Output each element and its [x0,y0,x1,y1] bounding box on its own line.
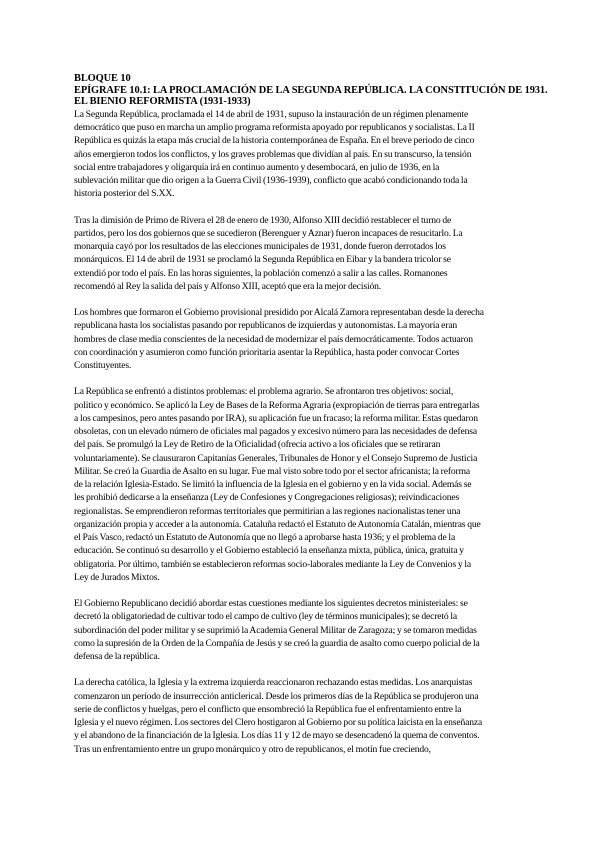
paragraph-line: República es quizás la etapa más crucial de la historia contemporánea de España. En el breve periodo de cinco [74,135,475,147]
paragraph-line: monárquicos. El 14 de abril de 1931 se proclamó la Segunda República en Eibar y la bandera tricolor se [74,254,451,266]
paragraph-gap [74,293,530,306]
paragraph-line: recomendó al Rey la salida del país y Alfonso XIII, aceptó que era la mejor decisión. [74,280,382,292]
paragraph-line: voluntariamente). Se clausuraron Capitanías Generales, Tribunales de Honor y el Consejo Supremo de Justicia [74,452,478,464]
paragraph-line: Militar. Se creó la Guardia de Asalto en su lugar. Fue mal visto sobre todo por el sector africanista; la reforma [74,465,470,477]
paragraph-line: regionalistas. Se emprendieron reformas territoriales que permitirían a las regiones nacionalistas tener una [74,505,461,517]
paragraph-line: organización propia y acceder a la autonomía. Cataluña redactó el Estatuto de Autonomía Catalán, mientras que [74,518,481,530]
paragraph-line: obsoletas, con un elevado número de oficiales mal pagados y excesivo número para las necesidades de defensa [74,426,477,438]
paragraph-line: Los hombres que formaron el Gobierno provisional presidido por Alcalá Zamora representaban desde la derecha [74,307,484,319]
paragraph-line: y el abandono de la financiación de la Iglesia. Los días 11 y 12 de mayo se desencadenó la quema de conventos. [74,730,480,742]
paragraph-line: Iglesia y el nuevo régimen. Los sectores del Clero hostigaron al Gobierno por su política laicista en la enseñanza [74,717,483,729]
paragraph-line: monarquía cayó por los resultados de las elecciones municipales de 1931, donde fueron derrotados los [74,241,446,253]
paragraph-line: La Segunda República, proclamada el 14 de abril de 1931, supuso la instauración de un régimen plenamente [74,108,469,120]
paragraph-line: subordinación del poder militar y se suprimió la Academia General Militar de Zaragoza; y se tomaron medidas [74,624,477,636]
paragraph-line: a los campesinos, pero antes pasando por IRA), su aplicación fue un fracaso; la reforma militar. Estas quedaron [74,412,478,424]
document-body [74,108,530,756]
paragraph-line: serie de conflictos y huelgas, pero el conflicto que ensombreció la República fue el enfrentamiento entre la [74,703,462,715]
paragraph [74,385,530,584]
paragraph-line: Tras la dimisión de Primo de Rivera el 28 de enero de 1930, Alfonso XIII decidió restablecer el turno de [74,214,452,226]
paragraph-line: de la relación Iglesia-Estado. Se limitó la influencia de la Iglesia en el gobierno y en la vida social. Además se [74,479,472,491]
paragraph-line: como la supresión de la Orden de la Compañía de Jesús y se creó la guardia de asalto como cuerpo policial de la [74,637,480,649]
paragraph-gap [74,201,530,214]
paragraph-line: con coordinación y asumieron como función prioritaria asentar la República, hasta poder convocar Cortes [74,346,460,358]
paragraph [74,597,530,663]
paragraph-line: republicana hasta los socialistas pasando por republicanos de izquierdas y autonomistas. La mayoría eran [74,320,458,332]
paragraph-line: del país. Se promulgó la Ley de Retiro de la Oficialidad (ofrecía activo a los oficiales que se retiraran [74,439,441,451]
paragraph-gap [74,372,530,385]
paragraph-line: decretó la obligatoriedad de cultivar todo el campo de cultivo (ley de términos municipales); se decretó la [74,611,458,623]
paragraph-line: les prohibió dedicarse a la enseñanza (Ley de Confesiones y Congregaciones religiosas); reivindicaciones [74,492,460,504]
paragraph-line: La derecha católica, la Iglesia y la extrema izquierda reaccionaron rechazando estas medidas. Los anarquistas [74,677,473,689]
paragraph-line: Ley de Jurados Mixtos. [74,571,160,583]
paragraph-line: defensa de la república. [74,651,160,663]
paragraph-gap [74,584,530,597]
paragraph-line: hombres de clase media conscientes de la necesidad de modernizar el país democráticamente. Todos actuaron [74,333,473,345]
paragraph-line: educación. Se continuó su desarrollo y el Gobierno estableció la enseñanza mixta, pública, única, gratuita y [74,545,464,557]
paragraph-line: El Gobierno Republicano decidió abordar estas cuestiones mediante los siguientes decretos ministeriales: se [74,598,468,610]
paragraph-line: democrático que puso en marcha un amplio programa reformista apoyado por republicanos y socialistas. La II [74,122,475,134]
paragraph-line: político y económico. Se aplicó la Ley de Bases de la Reforma Agraria (expropiación de tierras para entregarlas [74,399,480,411]
paragraph-line: La República se enfrentó a distintos problemas: el problema agrario. Se afrontaron tres objetivos: social, [74,386,454,398]
paragraph [74,108,530,201]
epigraph-title: EPÍGRAFE 10.1: LA PROCLAMACIÓN DE LA SEGUNDA REPÚBLICA. LA CONSTITUCIÓN DE 1931. [74,84,548,96]
paragraph-line: obligatoria. Por último, también se establecieron reformas socio-laborales mediante la Ley de Convenios y la [74,558,471,570]
paragraph [74,676,530,756]
paragraph [74,306,530,372]
paragraph-line: comenzaron un período de insurrección anticlerical. Desde los primeros días de la República se produjeron una [74,690,479,702]
paragraph-line: partidos, pero los dos gobiernos que se sucedieron (Berenguer y Aznar) fueron incapaces de resucitarlo. La [74,227,463,239]
paragraph [74,214,530,294]
paragraph-line: el País Vasco, redactó un Estatuto de Autonomía que no llegó a aprobarse hasta 1936; y el problema de la [74,532,456,544]
paragraph-line: Tras un enfrentamiento entre un grupo monárquico y otro de republicanos, el motín fue creciendo, [74,743,431,755]
epigraph-subtitle: EL BIENIO REFORMISTA (1931-1933) [74,96,251,108]
paragraph-line: extendió por todo el país. En las horas siguientes, la población comenzó a salir a las calles. Romanones [74,267,448,279]
paragraph-line: historia posterior del S.XX. [74,188,175,200]
paragraph-line: social entre trabajadores y oligarquía irá en continuo aumento y desembocará, en julio de 1936, en la [74,161,440,173]
paragraph-line: años emergieron todos los conflictos, y los graves problemas que dividían al país. En su transcurso, la tensión [74,148,472,160]
block-title: BLOQUE 10 [74,73,131,84]
document-header [74,73,548,108]
paragraph-gap [74,663,530,676]
paragraph-line: sublevación militar que dio origen a la Guerra Civil (1936-1939), conflicto que acabó condicionando toda la [74,175,468,187]
paragraph-line: Constituyentes. [74,360,132,372]
